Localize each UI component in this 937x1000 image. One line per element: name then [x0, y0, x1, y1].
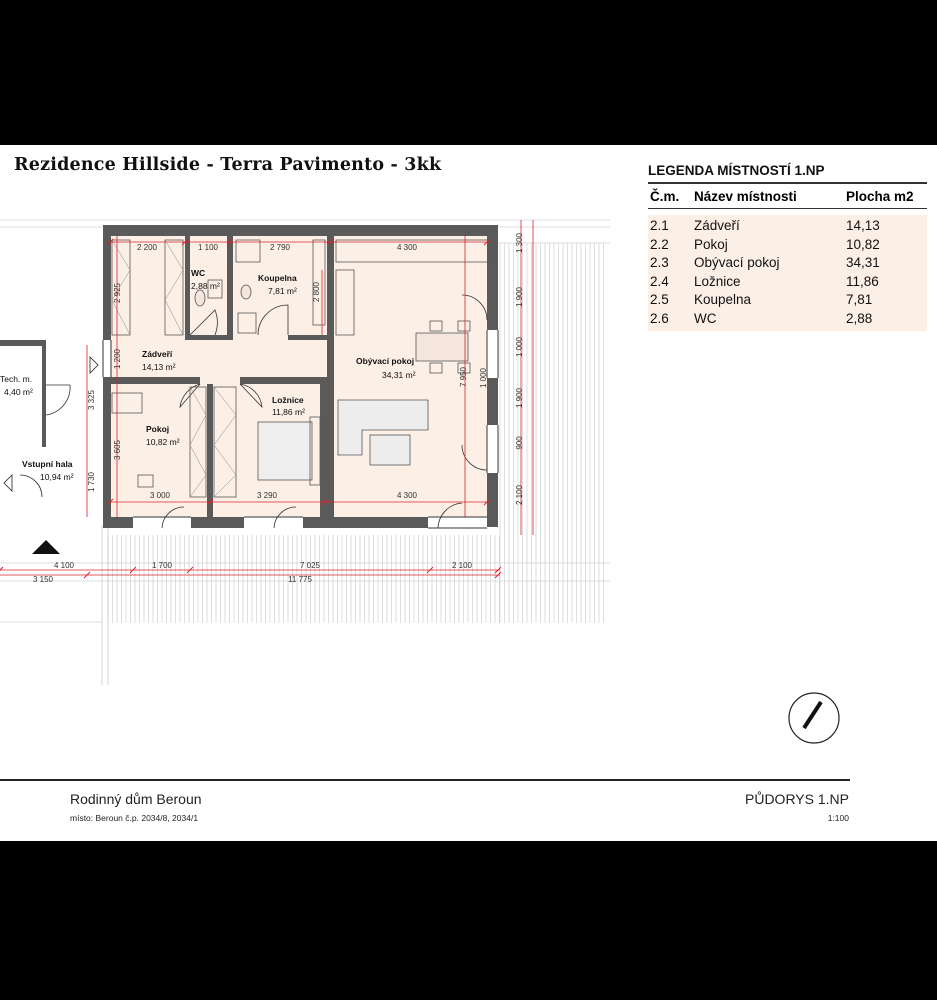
legend-num: 2.5 — [650, 292, 669, 308]
dim-b2-2: 11 775 — [288, 575, 312, 584]
dim-top-4: 4 300 — [396, 243, 418, 252]
door-arrow-icon-2 — [4, 475, 12, 491]
entrance-arrow-icon — [32, 540, 60, 554]
room-tech-name: Tech. m. — [0, 374, 33, 384]
wall-tech-right — [42, 340, 46, 447]
room-legend — [648, 163, 927, 331]
wall-bottom-b — [191, 517, 244, 528]
legend-name: Ložnice — [694, 273, 741, 289]
legend-header — [648, 184, 927, 209]
dim-int-1: 3 000 — [149, 491, 171, 500]
dim-l-4: 3 325 — [87, 389, 96, 411]
dim-b2-1: 3 150 — [32, 575, 54, 584]
dim-l-2: 1 200 — [113, 348, 122, 370]
project-name: Rodinný dům Beroun — [70, 791, 202, 807]
legend-area: 14,13 — [846, 218, 880, 233]
legend-name: Zádveří — [694, 218, 740, 233]
dim-r-5: 900 — [515, 436, 524, 450]
dim-b1-3: 7 025 — [299, 561, 321, 570]
dim-r-2: 1 900 — [515, 286, 524, 308]
room-obyvaci-area: 34,31 m² — [382, 370, 416, 380]
room-hala-area: 10,94 m² — [40, 472, 74, 482]
room-wc-name: WC — [191, 268, 206, 278]
legend-name: Pokoj — [694, 236, 728, 252]
wall-v-loznice-right — [320, 384, 334, 517]
wall-h-hall-bottom-b — [240, 377, 334, 384]
dim-l-5: 1 730 — [87, 471, 96, 493]
room-tech-area: 4,40 m² — [4, 387, 33, 397]
wall-top — [103, 225, 498, 236]
wall-v-wc-right — [227, 236, 233, 340]
legend-row — [648, 217, 927, 236]
legend-col-name: Název místnosti — [694, 189, 797, 204]
legend-num: 2.6 — [650, 310, 669, 326]
legend-name: Koupelna — [694, 292, 752, 308]
legend-area: 11,86 — [846, 273, 879, 289]
wall-tech-top — [0, 340, 42, 346]
legend-num: 2.1 — [650, 218, 669, 233]
drawing-title: Rezidence Hillside - Terra Pavimento - 3kk — [14, 155, 442, 175]
door-arrow-icon — [90, 357, 98, 373]
legend-num: 2.4 — [650, 273, 669, 289]
legend-area: 34,31 — [846, 255, 880, 271]
wall-v-pokoj-right — [207, 384, 213, 517]
drawing-sheet — [0, 145, 937, 841]
dim-b1-2: 1 700 — [151, 561, 173, 570]
legend-col-area: Plocha m2 — [846, 189, 914, 204]
dim-l-1: 2 925 — [113, 282, 122, 304]
legend-area: 10,82 — [846, 236, 880, 252]
dim-b1-1: 4 100 — [53, 561, 75, 570]
wall-h-wc-bottom — [185, 335, 233, 340]
wall-h-hall-bottom-a — [110, 377, 200, 384]
wall-v-bath-right — [327, 236, 334, 381]
legend-area: 7,81 — [846, 292, 873, 308]
room-wc-area: 2,88 m² — [191, 281, 220, 291]
north-arrow-icon — [788, 690, 844, 746]
legend-title: LEGENDA MÍSTNOSTÍ 1.NP — [648, 163, 927, 184]
room-zadveri-area: 14,13 m² — [142, 362, 176, 372]
dim-wc-bath: 2 800 — [312, 281, 321, 303]
room-pokoj-name: Pokoj — [146, 424, 170, 434]
sheet-name: PŮDORYS 1.NP — [745, 791, 849, 807]
legend-row — [648, 236, 927, 255]
dim-b1-4: 2 100 — [451, 561, 473, 570]
dim-r-6: 2 100 — [515, 484, 524, 506]
footer-divider — [0, 779, 850, 781]
legend-name: WC — [694, 310, 717, 326]
legend-area: 2,88 — [846, 310, 873, 326]
wall-v-wc-left — [185, 236, 190, 340]
legend-row — [648, 273, 927, 292]
wall-right-mid — [487, 378, 498, 425]
dim-top-3: 2 790 — [269, 243, 291, 252]
legend-num: 2.2 — [650, 236, 669, 252]
dim-r-1: 1 300 — [515, 232, 524, 254]
legend-rows — [648, 215, 927, 331]
sheet-scale: 1:100 — [827, 813, 849, 823]
legend-col-num: Č.m. — [650, 189, 680, 204]
dim-int-3: 4 300 — [396, 491, 418, 500]
dim-l-3: 3 605 — [113, 439, 122, 461]
wall-h-bath-bottom — [288, 335, 334, 340]
dim-r-4: 1 900 — [515, 387, 524, 409]
project-place: místo: Beroun č.p. 2034/8, 2034/1 — [70, 813, 199, 823]
wall-bottom-a — [103, 517, 133, 528]
room-koupelna-area: 7,81 m² — [268, 286, 297, 296]
legend-row — [648, 310, 927, 329]
room-loznice-name: Ložnice — [272, 395, 304, 405]
dim-r-7: 1 000 — [479, 367, 488, 389]
room-obyvaci-name: Obývací pokoj — [356, 356, 415, 366]
room-loznice-area: 11,86 m² — [272, 407, 305, 417]
dim-top-2: 1 100 — [197, 243, 219, 252]
room-hala-name: Vstupní hala — [22, 459, 73, 469]
legend-row — [648, 254, 927, 273]
dim-r-8: 7 950 — [459, 366, 468, 388]
legend-name: Obývací pokoj — [694, 255, 780, 271]
wall-bottom-c — [303, 517, 428, 528]
dim-r-3: 1 000 — [515, 336, 524, 358]
dim-int-2: 3 290 — [256, 491, 278, 500]
legend-row — [648, 291, 927, 310]
legend-num: 2.3 — [650, 255, 669, 271]
room-pokoj-area: 10,82 m² — [146, 437, 180, 447]
room-koupelna-name: Koupelna — [258, 273, 297, 283]
room-zadveri-name: Zádveří — [142, 349, 173, 359]
dim-top-1: 2 200 — [136, 243, 158, 252]
